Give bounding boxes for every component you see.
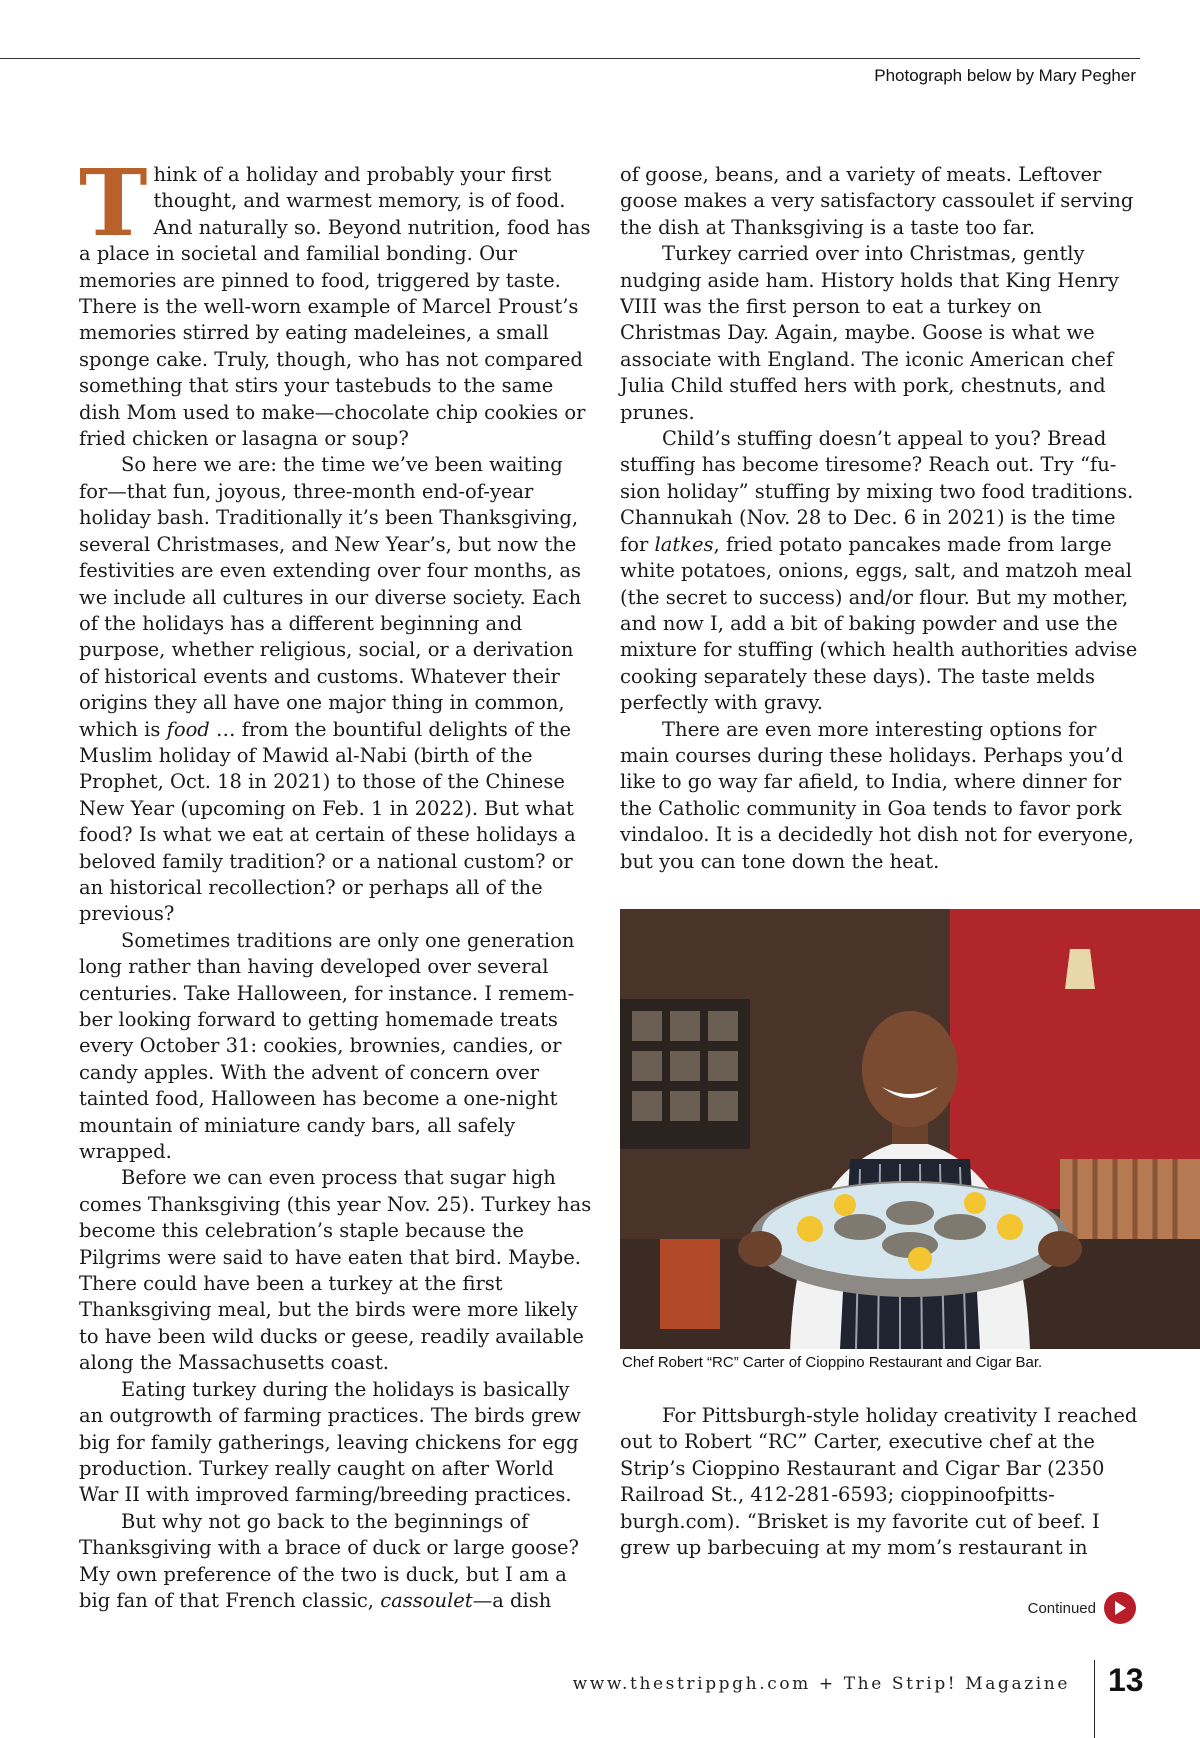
paragraph: Turkey carried over into Christmas, gently nudging aside ham. History holds that King Henry VIII was the first person to eat a turkey on Christmas Day. Again, maybe. Goose is what we associate with England. The iconic American chef Julia Child stuffed hers with pork, chestnuts, and prunes. bbox=[620, 242, 1119, 424]
footer-divider bbox=[1094, 1660, 1095, 1738]
arrow-right-icon[interactable] bbox=[1104, 1592, 1136, 1624]
right-column-continued bbox=[620, 1403, 1140, 1561]
top-rule bbox=[0, 58, 1140, 59]
paragraph: There are even more interesting options for main courses during these holidays. Perhaps you’d like to go way far afield, to India, where dinner for the Catholic community in Goa tends to favor pork vindaloo. It is a decidedly hot dish not for everyone, but you can tone down the heat. bbox=[620, 717, 1134, 873]
paragraph: Sometimes traditions are only one generation long rather than having developed over several centuries. Take Halloween, for instance. I remember looking forward to getting homemade treats every October 31: cookies, brownies, candies, or candy apples. With the advent of concern over tainted food, Halloween has become a one-night mountain of miniature candy bars, all safely wrapped. bbox=[79, 928, 575, 1164]
paragraph: of goose, beans, and a variety of meats. Leftover goose makes a very satisfactory cassoulet if serving the dish at Thanksgiving is a taste too far. bbox=[620, 163, 1134, 239]
paragraph: But why not go back to the beginnings of Thanksgiving with a brace of duck or large goose? My own preference of the two is duck, but I am a big fan of that French classic, cassoulet—a dish bbox=[79, 1509, 579, 1612]
page-number: 13 bbox=[1108, 1662, 1144, 1698]
paragraph: Eating turkey during the holidays is basically an outgrowth of farming practices. The birds grew big for family gatherings, leaving chickens for egg production. Turkey really caught on after World War II with improved farming/breeding practices. bbox=[79, 1377, 581, 1507]
continued-link[interactable] bbox=[1028, 1592, 1136, 1624]
drop-cap: T bbox=[79, 149, 148, 257]
paragraph: Child’s stuffing doesn’t appeal to you? Bread stuffing has become tiresome? Reach out. Try “fusion holiday” stuffing by mixing two food traditions. Channukah (Nov. 28 to Dec. 6 in 2021) is the time for latkes, fried potato pancakes made from large white potatoes, onions, eggs, salt, and matzoh meal (the secret to success) and/or flour. But my mother, and now I, add a bit of baking powder and use the mixture for stuffing (which health authorities advise cooking separately these days). The taste melds perfectly with gravy. bbox=[620, 427, 1138, 715]
photo-credit: Photograph below by Mary Pegher bbox=[874, 66, 1136, 85]
right-column bbox=[620, 162, 1140, 875]
photo-caption: Chef Robert “RC” Carter of Cioppino Restaurant and Cigar Bar. bbox=[622, 1354, 1043, 1371]
paragraph: So here we are: the time we’ve been waiting for—that fun, joyous, three-month end-of-year holiday bash. Traditionally it’s been Thanksgiving, several Christmases, and New Year’s, but now the festivities are even extending over four months, as we include all cultures in our diverse society. Each of the holidays has a different beginning and purpose, whether religious, social, or a derivation of historical events and customs. Whatever their origins they all have one major thing in common, which is food … from the bountiful delights of the Muslim holiday of Mawid al-Nabi (birth of the Prophet, Oct. 18 in 2021) to those of the Chinese New Year (upcoming on Feb. 1 in 2022). But what food? Is what we eat at certain of these holidays a beloved family tradition? or a national custom? or an historical recollection? or perhaps all of the previous? bbox=[79, 453, 582, 926]
paragraph: Think of a holiday and probably your first thought, and warmest memory, is of food. And naturally so. Beyond nutrition, food has a place in societal and familial bonding. Our memories are pinned to food, triggered by taste. There is the well-worn example of Marcel Proust’s memories stirred by eating madeleines, a small sponge cake. Truly, though, who has not compared something that stirs your tastebuds to the same dish Mom used to make—chocolate chip cookies or fried chicken or lasagna or soup? bbox=[79, 149, 591, 451]
footer-text: www.thestrippgh.com + The Strip! Magazine bbox=[572, 1674, 1070, 1694]
left-column bbox=[79, 149, 594, 1614]
paragraph: Before we can even process that sugar high comes Thanksgiving (this year Nov. 25). Turkey has become this celebration’s staple because the Pilgrims were said to have eaten that bird. Maybe. There could have been a turkey at the first Thanksgiving meal, but the birds were more likely to have been wild ducks or geese, readily available along the Massachusetts coast. bbox=[79, 1166, 592, 1375]
continued-label: Continued bbox=[1027, 1599, 1096, 1617]
paragraph: For Pittsburgh-style holiday creativity I reached out to Robert “RC” Carter, executive chef at the Strip’s Cioppino Restaurant and Cigar Bar (2350 Railroad St., 412-281-6593; cioppinoofpittsburgh.com). “Brisket is my favorite cut of beef. I grew up barbecuing at my mom’s restaurant in bbox=[620, 1404, 1138, 1560]
chef-photo bbox=[620, 909, 1200, 1349]
